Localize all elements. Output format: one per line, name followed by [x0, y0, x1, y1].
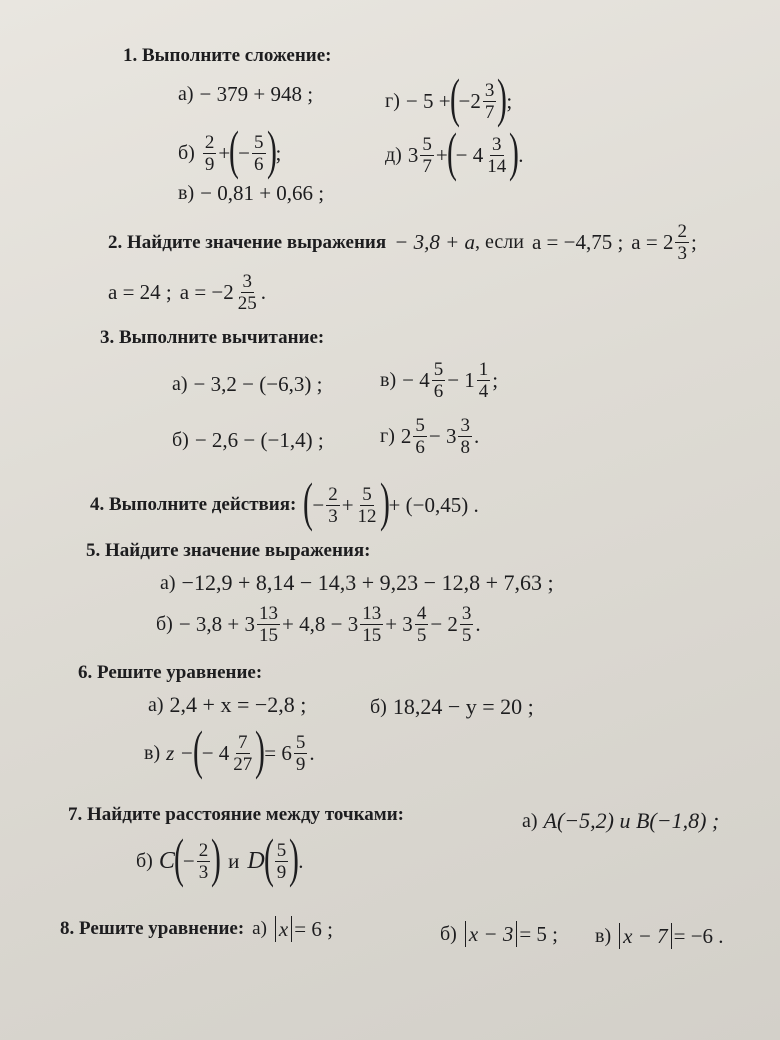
numerator: 2: [198, 839, 209, 861]
expr: − 2,6 − (−1,4) ;: [194, 428, 324, 452]
mixed-whole: 2: [400, 424, 412, 448]
fraction: [236, 272, 259, 313]
task-1-v: [178, 181, 324, 206]
expr-pre: − 3,8 + 3: [178, 612, 256, 636]
fraction: [356, 485, 379, 526]
expr-post: .: [473, 424, 480, 448]
expr: − 379 + 948 ;: [199, 82, 314, 106]
numerator: 3: [461, 603, 472, 624]
mixed-whole: 3: [407, 142, 419, 167]
expr: 2,4 + x = −2,8 ;: [169, 692, 307, 717]
expr-post: .: [260, 280, 267, 304]
expr-post: + (−0,45) .: [388, 492, 479, 517]
numerator: 5: [254, 131, 264, 153]
denominator: 12: [357, 505, 377, 527]
task-1-title-text: 1. Выполните сложение:: [123, 45, 332, 66]
numerator: 7: [238, 731, 248, 753]
task-6-title: [78, 662, 262, 684]
task-7-title-text: 7. Найдите расстояние между точками:: [68, 804, 405, 825]
task-5-b: [156, 604, 481, 645]
task-6-b: [370, 694, 534, 720]
label-v: в): [144, 741, 161, 764]
task-6-v: [144, 720, 315, 780]
expr-mid: − 2: [430, 612, 458, 636]
label-a: а): [160, 571, 176, 594]
task-5-title-text: 5. Найдите значение выражения:: [86, 540, 371, 561]
fraction: [257, 604, 280, 645]
task-1-a: [178, 82, 313, 107]
label-b: б): [370, 695, 387, 718]
expr-post: ;: [275, 140, 282, 165]
paren-close: ): [509, 122, 520, 182]
fraction: [252, 133, 266, 174]
label-b: б): [440, 922, 457, 945]
fraction: [294, 733, 308, 774]
plus-sign: +: [341, 492, 354, 517]
fraction: [477, 360, 491, 401]
expr: −12,9 + 8,14 − 14,3 + 9,23 − 12,8 + 7,63 ;: [181, 570, 554, 595]
denominator: 5: [416, 625, 427, 646]
expr-post: .: [518, 142, 524, 167]
label-a: а): [178, 83, 194, 105]
expr-pre: − 5 +: [405, 88, 451, 113]
label-a: а): [252, 918, 267, 939]
label-a: а): [522, 809, 538, 832]
task-5-title: [86, 540, 370, 562]
numerator: 3: [460, 415, 470, 436]
task-8-v: [595, 923, 724, 949]
fraction: [420, 135, 434, 176]
fraction: [458, 416, 472, 457]
task-2-case-2: a = 2: [631, 230, 674, 254]
task-3-title-text: 3. Выполните вычитание:: [100, 327, 325, 348]
paren-close: ): [255, 720, 266, 780]
expr: A(−5,2) и B(−1,8) ;: [543, 808, 720, 833]
denominator: 9: [276, 861, 287, 883]
label-v: в): [380, 369, 397, 391]
denominator: 9: [295, 753, 306, 775]
denominator: 27: [233, 753, 253, 775]
denominator: 3: [677, 243, 687, 264]
fraction: [485, 135, 508, 176]
denominator: 25: [237, 293, 257, 314]
minus-sign: −: [182, 848, 195, 873]
task-2-case-3: a = 24 ;: [108, 280, 172, 304]
expr-post: ;: [506, 88, 513, 113]
task-8-title: 8. Решите уравнение:: [60, 918, 245, 939]
mixed-whole: − 4: [455, 142, 484, 167]
fraction: [460, 604, 474, 645]
numerator: 5: [433, 359, 444, 380]
denominator: 15: [259, 625, 279, 646]
mixed-whole: − 4: [201, 740, 230, 765]
numerator: 2: [328, 483, 338, 505]
label-b: б): [178, 141, 195, 164]
expr-post: = 5 ;: [519, 921, 559, 946]
abs-value: x − 7: [619, 923, 672, 949]
expr-eq: = 6: [264, 740, 292, 765]
denominator: 6: [415, 437, 425, 458]
denominator: 14: [487, 155, 507, 177]
abs-value: x − 3: [465, 921, 518, 947]
task-8-b: [440, 921, 558, 947]
task-2-case-4: a = −2: [179, 280, 234, 304]
denominator: 6: [254, 153, 264, 175]
mixed-whole: − 3: [428, 424, 457, 448]
numerator: 3: [484, 79, 495, 101]
fraction: [483, 81, 497, 122]
task-2-line1: [108, 222, 697, 263]
numerator: 3: [492, 133, 502, 155]
paren-open: (: [446, 122, 457, 182]
mixed-whole: −2: [458, 88, 481, 113]
task-2-if: , если: [475, 231, 524, 253]
point-d: D: [247, 847, 265, 874]
task-1-d: [385, 122, 524, 182]
fraction: [326, 485, 340, 526]
expr-post: = −6 .: [673, 923, 724, 948]
expr-post: .: [298, 848, 304, 873]
task-2-case-1: a = −4,75 ;: [531, 230, 624, 254]
abs-value: x: [275, 916, 292, 942]
label-g: г): [380, 425, 395, 447]
label-g: г): [385, 89, 400, 112]
expr-pre: z −: [166, 740, 194, 765]
fraction: [415, 604, 429, 645]
denominator: 4: [478, 381, 489, 402]
numerator: 3: [242, 271, 253, 292]
point-c: C: [158, 847, 175, 874]
fraction: [675, 222, 689, 263]
denominator: 9: [204, 153, 215, 175]
label-b: б): [136, 849, 153, 872]
conjunction: и: [228, 848, 240, 873]
task-3-title: [100, 327, 324, 349]
numerator: 5: [295, 731, 306, 753]
plus-sign: +: [218, 140, 231, 165]
task-2-expr: − 3,8 + a: [394, 230, 475, 254]
task-6-title-text: 6. Решите уравнение:: [78, 662, 263, 683]
task-2-line2: [108, 272, 266, 313]
denominator: 7: [484, 101, 495, 123]
denominator: 3: [328, 505, 338, 527]
task-7-title: [68, 804, 404, 826]
fraction: [360, 604, 383, 645]
paren-open: (: [263, 828, 274, 888]
expr: 18,24 − y = 20 ;: [392, 694, 534, 719]
denominator: 5: [461, 625, 472, 646]
task-4-title: 4. Выполните действия:: [90, 494, 297, 515]
fraction: [197, 841, 211, 882]
label-v: в): [178, 182, 195, 204]
denominator: 6: [433, 381, 444, 402]
label-d: д): [385, 143, 402, 166]
mixed-whole: − 4: [402, 368, 430, 392]
expr-post: ;: [492, 368, 499, 392]
paren-close: ): [379, 472, 390, 532]
task-3-b: [172, 428, 324, 453]
label-b: б): [156, 613, 173, 635]
task-7-b: [136, 828, 304, 888]
expr: − 0,81 + 0,66 ;: [200, 181, 325, 205]
paren-open: (: [449, 68, 460, 128]
numerator: 2: [204, 131, 215, 153]
numerator: 5: [276, 839, 287, 861]
denominator: 7: [422, 155, 432, 177]
label-v: в): [595, 924, 612, 947]
task-1-title: [123, 45, 332, 67]
numerator: 5: [362, 483, 372, 505]
expr-post: .: [309, 740, 315, 765]
task-3-v: [380, 360, 498, 401]
denominator: 15: [362, 625, 382, 646]
numerator: 13: [259, 603, 279, 624]
paren-open: (: [192, 720, 203, 780]
paren-close: ): [289, 828, 300, 888]
label-a: а): [148, 693, 164, 716]
task-6-a: [148, 692, 306, 718]
numerator: 13: [362, 603, 382, 624]
numerator: 1: [478, 359, 489, 380]
expr-mid: + 4,8 − 3: [282, 612, 359, 636]
label-b: б): [172, 429, 189, 451]
task-2-title: 2. Найдите значение выражения: [108, 231, 387, 253]
task-8: [60, 916, 333, 942]
numerator: 5: [422, 133, 432, 155]
numerator: 2: [677, 221, 687, 242]
task-3-g: [380, 416, 479, 457]
fraction: [203, 133, 217, 174]
task-1-b: [178, 120, 282, 180]
paren-close: ): [497, 68, 508, 128]
fraction: [413, 416, 427, 457]
plus-sign: +: [435, 142, 448, 167]
paren-open: (: [173, 828, 184, 888]
paren-open: (: [303, 472, 314, 532]
expr-post: .: [475, 612, 481, 636]
expr-mid: + 3: [385, 612, 413, 636]
paren-close: ): [266, 120, 277, 180]
mixed-whole: − 1: [447, 368, 475, 392]
task-4: [90, 472, 479, 532]
fraction: [275, 841, 289, 882]
expr: − 3,2 − (−6,3) ;: [193, 372, 323, 396]
task-3-a: [172, 372, 322, 397]
fraction: [231, 733, 254, 774]
minus-sign: −: [238, 140, 251, 165]
numerator: 4: [416, 603, 427, 624]
label-a: а): [172, 373, 188, 395]
minus-sign: −: [312, 492, 325, 517]
numerator: 5: [415, 415, 425, 436]
task-7-a: [522, 808, 719, 834]
paren-open: (: [229, 120, 240, 180]
expr-post: = 6 ;: [294, 916, 333, 941]
task-1-g: [385, 68, 513, 128]
denominator: 8: [460, 437, 470, 458]
fraction: [432, 360, 446, 401]
task-5-a: [160, 570, 554, 596]
denominator: 3: [198, 861, 209, 883]
paren-close: ): [211, 828, 222, 888]
expr-post: ;: [690, 230, 697, 254]
